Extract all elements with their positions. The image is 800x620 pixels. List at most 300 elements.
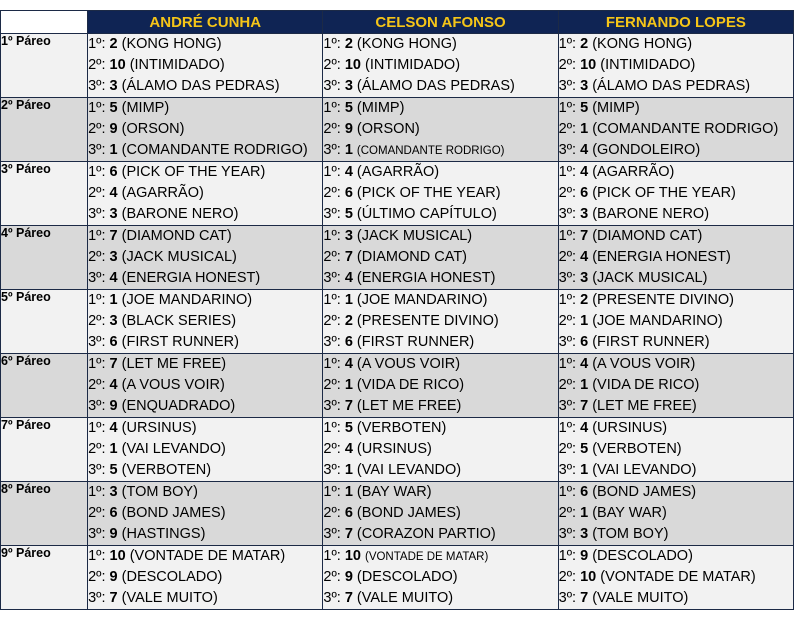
horse-name: (BARONE NERO) — [121, 206, 239, 222]
horse-name: (ENERGIA HONEST) — [121, 270, 261, 286]
horse-number: 2 — [109, 36, 118, 52]
pick-cell — [88, 354, 323, 418]
horse-name: (PRESENTE DIVINO) — [356, 313, 499, 329]
finish-position: 1º: — [558, 164, 577, 180]
horse-name: (MIMP) — [356, 100, 405, 116]
pick-cell — [323, 98, 558, 162]
horse-number: 5 — [580, 100, 589, 116]
pick-line — [88, 76, 322, 97]
horse-number: 1 — [580, 377, 589, 393]
horse-number: 6 — [109, 505, 118, 521]
horse-name: (ÁLAMO DAS PEDRAS) — [121, 78, 280, 94]
finish-position: 2º: — [88, 441, 106, 457]
horse-number: 2 — [580, 292, 589, 308]
pick-line — [323, 546, 557, 567]
finish-position: 3º: — [323, 462, 341, 478]
horse-name: (VONTADE DE MATAR) — [600, 569, 756, 585]
horse-name: (LET ME FREE) — [592, 398, 697, 414]
horse-number: 3 — [109, 249, 118, 265]
horse-name: (JACK MUSICAL) — [121, 249, 237, 265]
header-row — [1, 11, 794, 34]
horse-number: 10 — [580, 57, 597, 73]
horse-name: (KONG HONG) — [592, 36, 693, 52]
pick-line — [559, 268, 793, 289]
horse-number: 1 — [344, 292, 353, 308]
horse-number: 10 — [580, 569, 597, 585]
pick-cell — [88, 34, 323, 98]
pick-line — [88, 119, 322, 140]
horse-name: (AGARRÃO) — [592, 164, 675, 180]
finish-position: 2º: — [323, 313, 341, 329]
pick-line — [88, 418, 322, 439]
finish-position: 2º: — [323, 185, 341, 201]
horse-name: (VALE MUITO) — [592, 590, 689, 606]
horse-name: (JACK MUSICAL) — [356, 228, 473, 244]
horse-name: (COMANDANTE RODRIGO) — [592, 121, 779, 137]
horse-name: (KONG HONG) — [356, 36, 457, 52]
horse-name: (VIDA DE RICO) — [592, 377, 700, 393]
pick-cell — [88, 290, 323, 354]
finish-position: 1º: — [88, 292, 106, 308]
horse-number: 7 — [580, 398, 589, 414]
pick-line — [323, 418, 557, 439]
finish-position: 3º: — [323, 398, 341, 414]
finish-position: 1º: — [558, 36, 577, 52]
horse-name: (AGARRÃO) — [121, 185, 204, 201]
finish-position: 1º: — [323, 484, 341, 500]
pick-cell — [558, 34, 793, 98]
horse-name: (URSINUS) — [356, 441, 432, 457]
horse-number: 10 — [109, 548, 126, 564]
header-tipster-3: FERNANDO LOPES — [558, 11, 793, 34]
horse-number: 9 — [109, 121, 118, 137]
pick-line — [559, 418, 793, 439]
horse-name: (INTIMIDADO) — [600, 57, 696, 73]
horse-number: 7 — [344, 398, 353, 414]
horse-name: (BOND JAMES) — [121, 505, 226, 521]
pick-line — [88, 396, 322, 417]
pick-line — [88, 290, 322, 311]
horse-name: (ORSON) — [356, 121, 420, 137]
horse-name: (A VOUS VOIR) — [356, 356, 461, 372]
horse-number: 10 — [109, 57, 126, 73]
pick-line — [559, 76, 793, 97]
pick-line — [323, 140, 557, 161]
finish-position: 1º: — [323, 36, 341, 52]
horse-name: (LET ME FREE) — [356, 398, 462, 414]
pick-line — [88, 332, 322, 353]
pick-line — [88, 162, 322, 183]
horse-name: (BOND JAMES) — [356, 505, 461, 521]
finish-position: 3º: — [323, 334, 341, 350]
finish-position: 2º: — [88, 377, 106, 393]
pick-line — [559, 34, 793, 55]
finish-position: 1º: — [558, 484, 577, 500]
horse-name: (DIAMOND CAT) — [356, 249, 468, 265]
finish-position: 2º: — [558, 505, 577, 521]
header-tipster-1: ANDRÉ CUNHA — [88, 11, 323, 34]
pick-line — [323, 354, 557, 375]
pick-cell — [558, 226, 793, 290]
pick-line — [88, 546, 322, 567]
pick-line — [559, 183, 793, 204]
finish-position: 3º: — [88, 590, 106, 606]
horse-number: 3 — [344, 78, 353, 94]
finish-position: 3º: — [558, 270, 577, 286]
horse-number: 3 — [344, 228, 353, 244]
horse-number: 7 — [109, 356, 118, 372]
horse-name: (JACK MUSICAL) — [592, 270, 708, 286]
finish-position: 2º: — [88, 505, 106, 521]
finish-position: 3º: — [558, 526, 577, 542]
horse-number: 6 — [580, 185, 589, 201]
horse-name: (VALE MUITO) — [356, 590, 454, 606]
race-label: 5º Páreo — [1, 290, 88, 354]
finish-position: 2º: — [88, 185, 106, 201]
horse-number: 3 — [580, 526, 589, 542]
horse-number: 7 — [580, 228, 589, 244]
horse-number: 10 — [344, 548, 361, 564]
horse-number: 2 — [344, 313, 353, 329]
pick-line — [323, 268, 557, 289]
table-header — [1, 11, 794, 34]
pick-line — [323, 204, 557, 225]
finish-position: 1º: — [88, 356, 106, 372]
finish-position: 3º: — [88, 270, 106, 286]
finish-position: 3º: — [323, 78, 341, 94]
pick-line — [559, 55, 793, 76]
finish-position: 3º: — [323, 526, 341, 542]
pick-cell — [323, 226, 558, 290]
finish-position: 1º: — [558, 356, 577, 372]
finish-position: 3º: — [558, 398, 577, 414]
horse-name: (A VOUS VOIR) — [121, 377, 225, 393]
horse-number: 7 — [580, 590, 589, 606]
horse-name: (JOE MANDARINO) — [121, 292, 253, 308]
horse-number: 4 — [344, 270, 353, 286]
horse-number: 6 — [109, 164, 118, 180]
finish-position: 1º: — [323, 292, 341, 308]
finish-position: 3º: — [558, 206, 577, 222]
pick-cell — [558, 162, 793, 226]
race-row — [1, 418, 794, 482]
horse-number: 10 — [344, 57, 361, 73]
horse-name: (MIMP) — [592, 100, 640, 116]
pick-line — [88, 439, 322, 460]
horse-number: 3 — [109, 78, 118, 94]
pick-line — [88, 98, 322, 119]
horse-number: 6 — [580, 334, 589, 350]
horse-number: 4 — [344, 441, 353, 457]
finish-position: 3º: — [88, 334, 106, 350]
picks-table — [0, 10, 794, 610]
horse-name: (ÚLTIMO CAPÍTULO) — [356, 206, 497, 222]
horse-number: 1 — [109, 441, 118, 457]
finish-position: 3º: — [88, 78, 106, 94]
finish-position: 2º: — [558, 121, 577, 137]
pick-line — [559, 460, 793, 481]
horse-number: 9 — [580, 548, 589, 564]
horse-name: (ORSON) — [121, 121, 185, 137]
horse-name: (VAI LEVANDO) — [356, 462, 462, 478]
pick-cell — [323, 418, 558, 482]
horse-number: 1 — [580, 505, 589, 521]
horse-name: (COMANDANTE RODRIGO) — [121, 142, 308, 158]
finish-position: 3º: — [88, 398, 106, 414]
pick-cell — [88, 418, 323, 482]
finish-position: 1º: — [558, 292, 577, 308]
horse-number: 1 — [344, 377, 353, 393]
finish-position: 3º: — [558, 78, 577, 94]
horse-number: 7 — [344, 590, 353, 606]
pick-line — [88, 140, 322, 161]
pick-line — [323, 311, 557, 332]
horse-name: (URSINUS) — [121, 420, 197, 436]
horse-number: 6 — [109, 334, 118, 350]
horse-name: (DESCOLADO) — [592, 548, 693, 564]
horse-name: (ENQUADRADO) — [121, 398, 236, 414]
finish-position: 2º: — [558, 377, 577, 393]
horse-number: 6 — [344, 185, 353, 201]
race-row — [1, 546, 794, 610]
finish-position: 3º: — [323, 142, 341, 158]
finish-position: 2º: — [323, 569, 341, 585]
horse-name: (VONTADE DE MATAR) — [129, 548, 286, 564]
finish-position: 2º: — [558, 313, 577, 329]
horse-number: 4 — [580, 356, 589, 372]
horse-number: 1 — [580, 462, 589, 478]
pick-line — [559, 354, 793, 375]
horse-name: (GONDOLEIRO) — [592, 142, 701, 158]
finish-position: 1º: — [88, 36, 106, 52]
pick-line — [559, 375, 793, 396]
horse-name: (MIMP) — [121, 100, 170, 116]
pick-line — [323, 460, 557, 481]
pick-line — [559, 524, 793, 545]
pick-line — [559, 439, 793, 460]
pick-line — [88, 524, 322, 545]
pick-line — [323, 290, 557, 311]
horse-number: 1 — [580, 121, 589, 137]
pick-cell — [558, 98, 793, 162]
horse-name: (ÁLAMO DAS PEDRAS) — [592, 78, 751, 94]
pick-line — [559, 204, 793, 225]
pick-line — [323, 119, 557, 140]
finish-position: 1º: — [323, 356, 341, 372]
horse-name: (INTIMIDADO) — [364, 57, 461, 73]
horse-name: (VONTADE DE MATAR) — [364, 551, 489, 563]
horse-number: 1 — [344, 142, 353, 158]
horse-name: (A VOUS VOIR) — [592, 356, 696, 372]
horse-number: 3 — [109, 206, 118, 222]
finish-position: 1º: — [88, 228, 106, 244]
pick-line — [559, 567, 793, 588]
pick-line — [323, 524, 557, 545]
horse-name: (VAI LEVANDO) — [592, 462, 697, 478]
pick-cell — [558, 546, 793, 610]
horse-name: (PRESENTE DIVINO) — [592, 292, 734, 308]
horse-name: (JOE MANDARINO) — [592, 313, 723, 329]
pick-cell — [88, 482, 323, 546]
finish-position: 1º: — [558, 100, 577, 116]
finish-position: 1º: — [88, 420, 106, 436]
horse-number: 4 — [344, 356, 353, 372]
horse-number: 4 — [109, 420, 118, 436]
finish-position: 2º: — [323, 57, 341, 73]
horse-number: 4 — [109, 270, 118, 286]
horse-name: (DESCOLADO) — [121, 569, 223, 585]
pick-line — [88, 482, 322, 503]
finish-position: 2º: — [558, 57, 577, 73]
horse-number: 2 — [580, 36, 589, 52]
horse-name: (BOND JAMES) — [592, 484, 697, 500]
horse-name: (PICK OF THE YEAR) — [356, 185, 501, 201]
horse-number: 1 — [109, 142, 118, 158]
horse-number: 4 — [109, 377, 118, 393]
horse-number: 5 — [344, 206, 353, 222]
race-label: 3º Páreo — [1, 162, 88, 226]
horse-number: 3 — [580, 270, 589, 286]
horse-number: 6 — [344, 334, 353, 350]
pick-line — [559, 119, 793, 140]
horse-number: 5 — [109, 100, 118, 116]
pick-line — [323, 55, 557, 76]
finish-position: 1º: — [558, 228, 577, 244]
horse-number: 4 — [580, 249, 589, 265]
pick-line — [88, 268, 322, 289]
horse-name: (KONG HONG) — [121, 36, 222, 52]
horse-number: 5 — [344, 100, 353, 116]
race-row — [1, 354, 794, 418]
finish-position: 2º: — [558, 249, 577, 265]
finish-position: 2º: — [558, 569, 577, 585]
horse-number: 7 — [109, 590, 118, 606]
pick-cell — [323, 546, 558, 610]
horse-name: (FIRST RUNNER) — [121, 334, 239, 350]
pick-line — [88, 460, 322, 481]
horse-number: 5 — [344, 420, 353, 436]
pick-line — [559, 503, 793, 524]
horse-number: 1 — [344, 462, 353, 478]
pick-cell — [88, 226, 323, 290]
finish-position: 1º: — [88, 548, 106, 564]
pick-line — [323, 76, 557, 97]
horse-name: (CORAZON PARTIO) — [356, 526, 496, 542]
pick-line — [559, 98, 793, 119]
finish-position: 3º: — [323, 590, 341, 606]
race-row — [1, 482, 794, 546]
finish-position: 1º: — [323, 164, 341, 180]
horse-name: (ENERGIA HONEST) — [592, 249, 731, 265]
horse-number: 3 — [109, 313, 118, 329]
pick-cell — [323, 354, 558, 418]
horse-number: 9 — [109, 569, 118, 585]
finish-position: 1º: — [323, 548, 341, 564]
pick-line — [88, 204, 322, 225]
horse-name: (BLACK SERIES) — [121, 313, 237, 329]
pick-line — [88, 183, 322, 204]
finish-position: 3º: — [558, 462, 577, 478]
pick-line — [323, 503, 557, 524]
pick-line — [323, 183, 557, 204]
pick-line — [559, 332, 793, 353]
horse-name: (PICK OF THE YEAR) — [121, 164, 266, 180]
horse-name: (JOE MANDARINO) — [356, 292, 488, 308]
horse-number: 4 — [580, 164, 589, 180]
finish-position: 2º: — [323, 505, 341, 521]
pick-cell — [88, 546, 323, 610]
finish-position: 1º: — [88, 484, 106, 500]
horse-name: (VERBOTEN) — [121, 462, 212, 478]
pick-line — [559, 396, 793, 417]
pick-line — [88, 354, 322, 375]
horse-name: (URSINUS) — [592, 420, 668, 436]
horse-number: 6 — [580, 484, 589, 500]
pick-line — [559, 226, 793, 247]
finish-position: 2º: — [88, 569, 106, 585]
finish-position: 1º: — [88, 164, 106, 180]
pick-line — [88, 34, 322, 55]
horse-number: 7 — [344, 526, 353, 542]
horse-name: (VERBOTEN) — [356, 420, 447, 436]
finish-position: 3º: — [323, 270, 341, 286]
pick-cell — [88, 98, 323, 162]
horse-number: 9 — [344, 569, 353, 585]
horse-number: 1 — [109, 292, 118, 308]
horse-name: (DIAMOND CAT) — [121, 228, 232, 244]
horse-number: 5 — [580, 441, 589, 457]
horse-name: (AGARRÃO) — [356, 164, 440, 180]
pick-line — [323, 439, 557, 460]
pick-line — [559, 588, 793, 609]
finish-position: 1º: — [323, 228, 341, 244]
finish-position: 3º: — [558, 590, 577, 606]
header-tipster-2: CELSON AFONSO — [323, 11, 558, 34]
horse-name: (PICK OF THE YEAR) — [592, 185, 736, 201]
pick-line — [323, 567, 557, 588]
pick-cell — [558, 482, 793, 546]
horse-number: 3 — [109, 484, 118, 500]
finish-position: 2º: — [323, 121, 341, 137]
finish-position: 2º: — [88, 249, 106, 265]
pick-line — [559, 311, 793, 332]
horse-number: 9 — [109, 398, 118, 414]
horse-number: 1 — [580, 313, 589, 329]
pick-line — [559, 482, 793, 503]
pick-line — [323, 588, 557, 609]
horse-name: (COMANDANTE RODRIGO) — [356, 145, 505, 157]
pick-cell — [558, 354, 793, 418]
finish-position: 3º: — [558, 142, 577, 158]
pick-line — [559, 162, 793, 183]
finish-position: 3º: — [88, 462, 106, 478]
table-body — [1, 34, 794, 610]
pick-line — [88, 503, 322, 524]
horse-number: 4 — [344, 164, 353, 180]
horse-name: (HASTINGS) — [121, 526, 206, 542]
pick-cell — [323, 34, 558, 98]
finish-position: 3º: — [558, 334, 577, 350]
horse-name: (INTIMIDADO) — [129, 57, 225, 73]
pick-line — [88, 375, 322, 396]
race-row — [1, 226, 794, 290]
horse-number: 3 — [580, 206, 589, 222]
pick-line — [323, 482, 557, 503]
finish-position: 2º: — [323, 377, 341, 393]
finish-position: 2º: — [323, 249, 341, 265]
horse-number: 9 — [109, 526, 118, 542]
pick-cell — [323, 290, 558, 354]
